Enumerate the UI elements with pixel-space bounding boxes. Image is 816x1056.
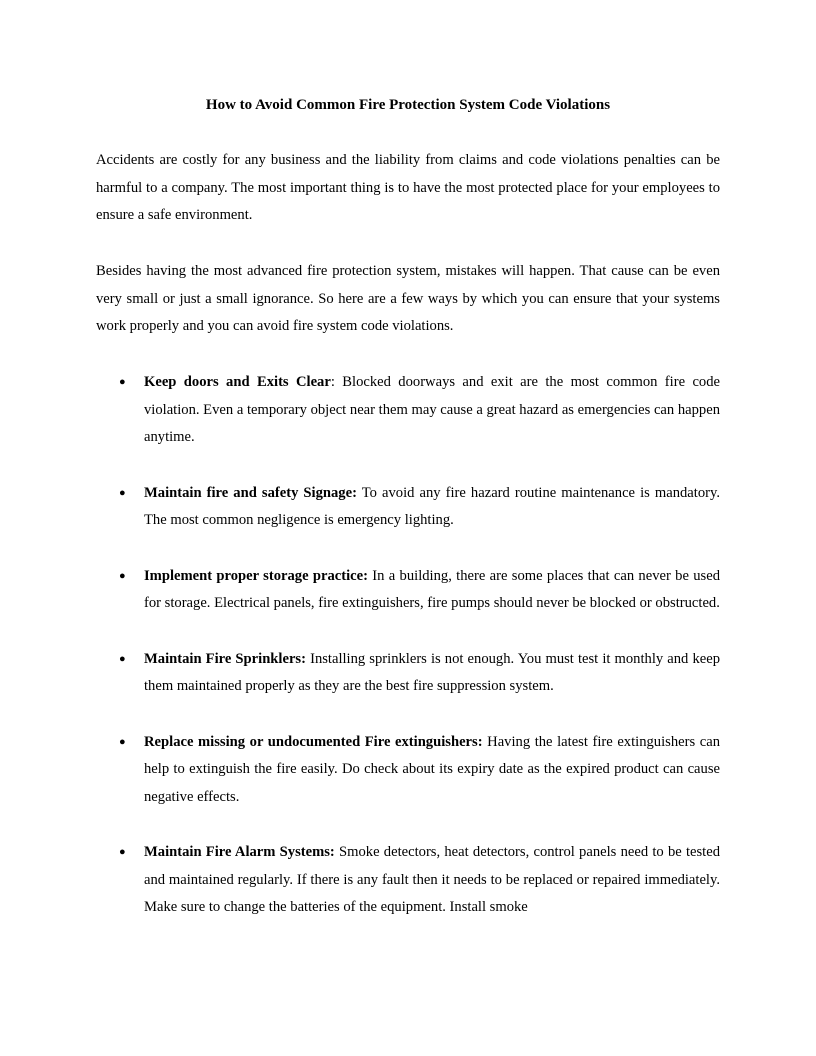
bullet-icon: ● — [119, 486, 126, 499]
tips-list — [96, 369, 720, 950]
item-text: Smoke detectors, heat detectors, control panels need to be tested and maintained regularly. If there is any fault then it needs to be replaced or repaired immediately. Make sure to change the batteries of the equipment. Install smoke — [144, 844, 720, 915]
item-heading: Maintain Fire Sprinklers: — [144, 650, 306, 667]
item-text: In a building, there are some places that can never be used for storage. Electrical panels, fire extinguishers, fire pumps should never be blocked or obstructed. — [144, 567, 720, 611]
item-heading: Maintain fire and safety Signage: — [144, 484, 357, 501]
item-heading: Replace missing or undocumented Fire extinguishers: — [144, 733, 483, 750]
list-item — [96, 729, 720, 812]
bullet-icon: ● — [119, 376, 126, 388]
item-text: Having the latest fire extinguishers can help to extinguish the fire easily. Do check about its expiry date as the expired product can cause negative effects. — [144, 733, 720, 805]
list-item — [96, 480, 720, 535]
bullet-icon: ● — [119, 652, 126, 665]
bullet-icon: ● — [119, 569, 126, 582]
item-heading: Keep doors and Exits Clear — [144, 374, 331, 390]
item-text: Installing sprinklers is not enough. You must test it monthly and keep them maintained properly as they are the best fire suppression system. — [144, 650, 720, 694]
item-heading: Implement proper storage practice: — [144, 567, 368, 584]
item-heading: Maintain Fire Alarm Systems: — [144, 844, 335, 860]
intro-paragraph: Accidents are costly for any business and the liability from claims and code violations penalties can be harmful to a company. The most important thing is to have the most protected place for your employees to ensure a safe environment. — [96, 152, 720, 223]
list-item — [96, 646, 720, 701]
list-item — [96, 839, 720, 922]
list-item — [96, 369, 720, 452]
list-item — [96, 563, 720, 618]
bullet-icon: ● — [119, 735, 126, 748]
second-paragraph: Besides having the most advanced fire protection system, mistakes will happen. That cause can be even very small or just a small ignorance. So here are a few ways by which you can ensure that your systems work properly and you can avoid fire system code violations. — [96, 263, 720, 334]
item-text: : Blocked doorways and exit are the most common fire code violation. Even a temporary object near them may cause a great hazard as emergencies can happen anytime. — [144, 374, 720, 445]
bullet-icon: ● — [119, 846, 126, 858]
item-text: To avoid any fire hazard routine maintenance is mandatory. The most common negligence is emergency lighting. — [144, 484, 720, 528]
document-title: How to Avoid Common Fire Protection System Code Violations — [205, 97, 611, 113]
